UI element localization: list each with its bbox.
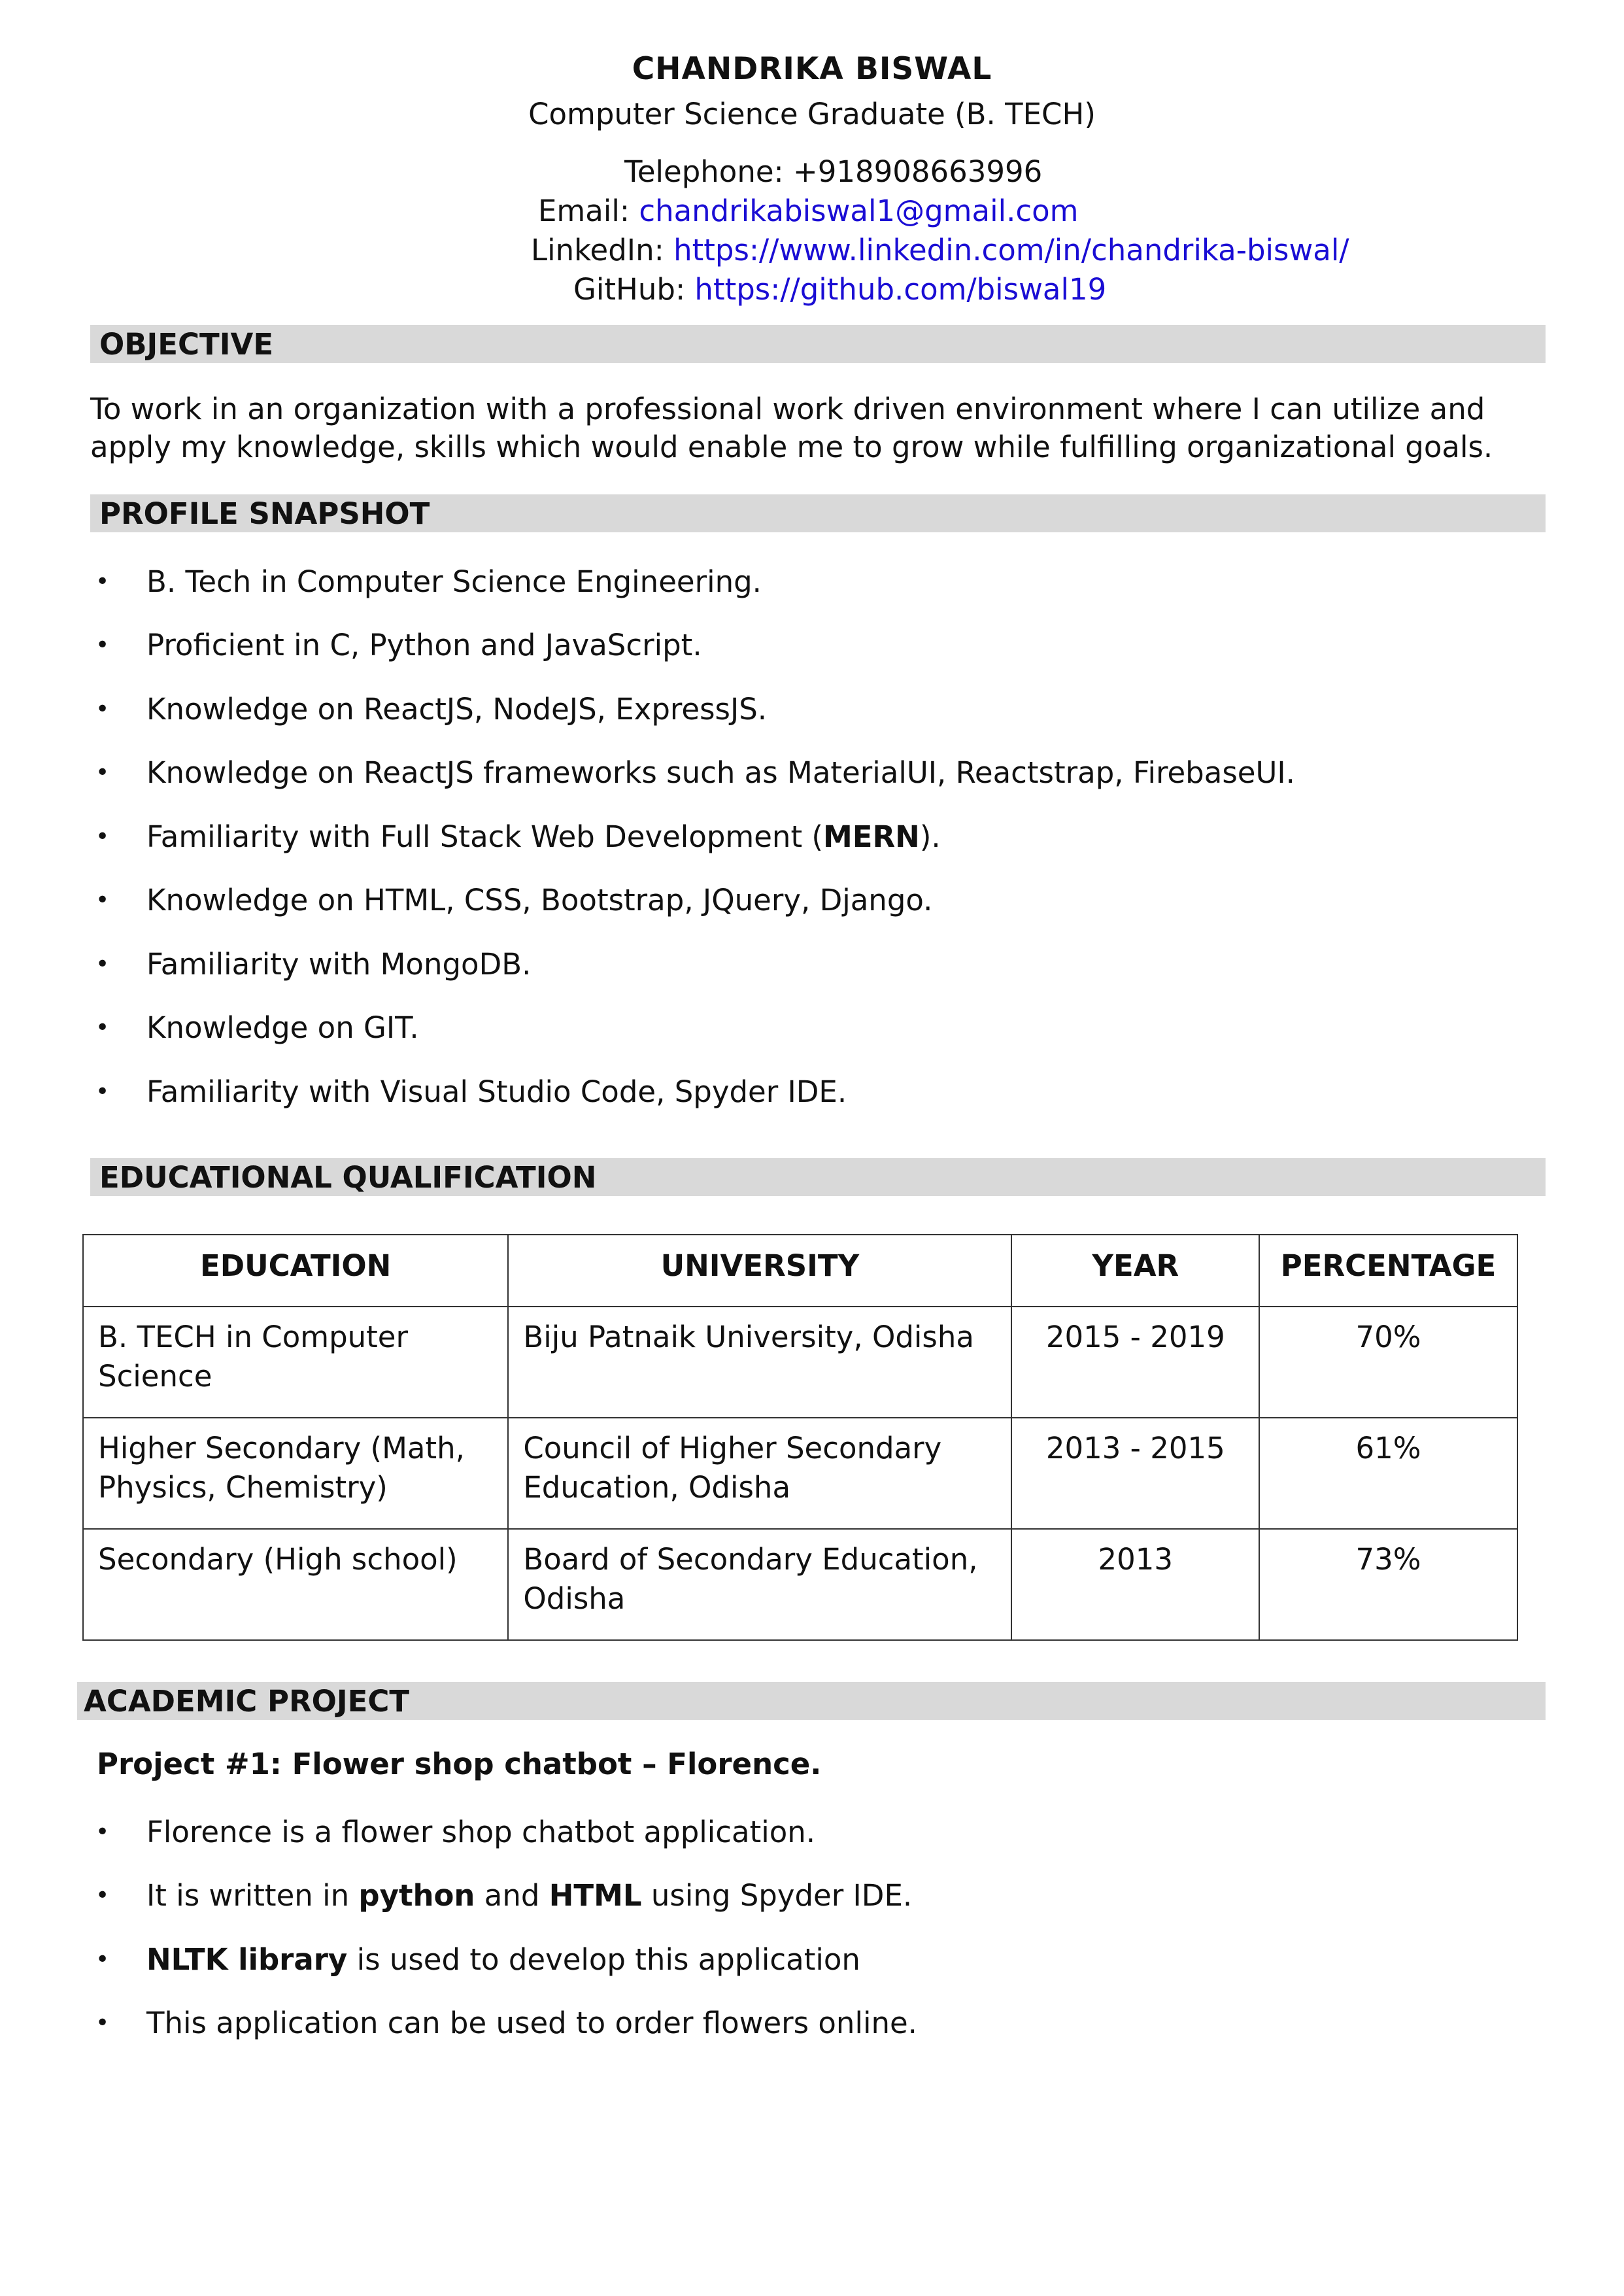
- telephone-value: +918908663996: [793, 154, 1043, 189]
- bullet-icon: •: [95, 2010, 110, 2036]
- telephone-line: [624, 154, 1042, 189]
- cell-line: Physics, Chemistry): [98, 1470, 388, 1505]
- profile-heading: PROFILE SNAPSHOT: [90, 494, 1546, 532]
- project-item-text: Florence is a flower shop chatbot application.: [146, 1815, 816, 1849]
- objective-heading: OBJECTIVE: [90, 325, 1546, 363]
- year-cell: 2015 - 2019: [1011, 1307, 1259, 1418]
- profile-item-text: Knowledge on ReactJS frameworks such as MaterialUI, Reactstrap, FirebaseUI.: [146, 755, 1295, 790]
- table-row: [83, 1529, 1517, 1640]
- profile-item-text: Proficient in C, Python and JavaScript.: [146, 628, 702, 662]
- github-label: GitHub:: [573, 272, 686, 307]
- cell-line: B. TECH in Computer: [98, 1320, 408, 1354]
- profile-item-text-prefix: Familiarity with Full Stack Web Development (: [146, 819, 823, 854]
- bullet-icon: •: [95, 951, 110, 978]
- bullet-icon: •: [95, 1946, 110, 1973]
- resume-name: CHANDRIKA BISWAL: [632, 51, 992, 87]
- education-cell: [83, 1529, 508, 1640]
- linkedin-link[interactable]: https://www.linkedin.com/in/chandrika-biswal/: [673, 233, 1349, 267]
- cell-line: Board of Secondary Education,: [523, 1542, 978, 1577]
- bold-html: HTML: [549, 1878, 642, 1913]
- column-header: UNIVERSITY: [508, 1235, 1011, 1307]
- bullet-icon: •: [95, 568, 110, 595]
- cell-line: Council of Higher Secondary: [523, 1431, 942, 1465]
- profile-item-text: Familiarity with MongoDB.: [146, 947, 532, 982]
- objective-line-1: To work in an organization with a professional work driven environment where I can utilize and: [90, 392, 1485, 426]
- project-heading: ACADEMIC PROJECT: [77, 1682, 1546, 1720]
- percentage-cell: 61%: [1259, 1418, 1517, 1529]
- resume-subtitle: Computer Science Graduate (B. TECH): [528, 97, 1096, 131]
- cell-line: Higher Secondary (Math,: [98, 1431, 465, 1465]
- profile-item-text: [146, 819, 941, 855]
- text-part: is used to develop this application: [347, 1942, 860, 1977]
- project-item-text: [146, 1942, 860, 1978]
- bold-python: python: [358, 1878, 475, 1913]
- project-item-text: [146, 1877, 912, 1914]
- text-part: and: [475, 1878, 549, 1913]
- profile-item-text: Knowledge on GIT.: [146, 1010, 419, 1045]
- bullet-icon: •: [95, 696, 110, 723]
- email-line: [538, 194, 1079, 228]
- percentage-cell: 70%: [1259, 1307, 1517, 1418]
- profile-item-text: B. Tech in Computer Science Engineering.: [146, 564, 762, 599]
- education-table: [82, 1234, 1518, 1641]
- bullet-icon: •: [95, 1078, 110, 1105]
- bullet-icon: •: [95, 887, 110, 914]
- profile-item-text: Knowledge on ReactJS, NodeJS, ExpressJS.: [146, 692, 768, 727]
- year-cell: 2013 - 2015: [1011, 1418, 1259, 1529]
- bullet-icon: •: [95, 1819, 110, 1845]
- project-title: Project #1: Flower shop chatbot – Florence.: [97, 1747, 822, 1781]
- table-header-row: [83, 1235, 1517, 1307]
- cell-line: Secondary (High school): [98, 1542, 458, 1577]
- profile-item-text: Knowledge on HTML, CSS, Bootstrap, JQuery, Django.: [146, 883, 933, 917]
- column-header: PERCENTAGE: [1259, 1235, 1517, 1307]
- column-header: YEAR: [1011, 1235, 1259, 1307]
- profile-item-text: Familiarity with Visual Studio Code, Spyder IDE.: [146, 1074, 847, 1109]
- github-line: [573, 272, 1106, 307]
- text-part: It is written in: [146, 1878, 359, 1913]
- cell-line: Education, Odisha: [523, 1470, 791, 1505]
- telephone-label: Telephone:: [624, 154, 784, 189]
- project-item-text: This application can be used to order flowers online.: [146, 2006, 917, 2040]
- profile-item-text-suffix: ).: [919, 819, 941, 854]
- university-cell: [508, 1307, 1011, 1418]
- bold-nltk: NLTK library: [146, 1942, 348, 1977]
- column-header: EDUCATION: [83, 1235, 508, 1307]
- bullet-icon: •: [95, 1014, 110, 1041]
- objective-line-2: apply my knowledge, skills which would enable me to grow while fulfilling organizational goals.: [90, 430, 1493, 464]
- email-link[interactable]: chandrikabiswal1@gmail.com: [639, 194, 1079, 228]
- year-cell: 2013: [1011, 1529, 1259, 1640]
- text-part: using Spyder IDE.: [641, 1878, 913, 1913]
- cell-line: Odisha: [523, 1581, 626, 1616]
- table-row: [83, 1418, 1517, 1529]
- bullet-icon: •: [95, 823, 110, 850]
- linkedin-label: LinkedIn:: [531, 233, 664, 267]
- bullet-icon: •: [95, 759, 110, 786]
- github-link[interactable]: https://github.com/biswal19: [694, 272, 1107, 307]
- percentage-cell: 73%: [1259, 1529, 1517, 1640]
- university-cell: [508, 1529, 1011, 1640]
- email-label: Email:: [538, 194, 630, 228]
- table-row: [83, 1307, 1517, 1418]
- linkedin-line: [531, 233, 1349, 267]
- mern-bold: MERN: [822, 819, 920, 854]
- bullet-icon: •: [95, 1882, 110, 1909]
- education-cell: [83, 1307, 508, 1418]
- education-heading: EDUCATIONAL QUALIFICATION: [90, 1158, 1546, 1196]
- cell-line: Science: [98, 1359, 212, 1394]
- cell-line: Biju Patnaik University, Odisha: [523, 1320, 974, 1354]
- bullet-icon: •: [95, 632, 110, 659]
- university-cell: [508, 1418, 1011, 1529]
- education-cell: [83, 1418, 508, 1529]
